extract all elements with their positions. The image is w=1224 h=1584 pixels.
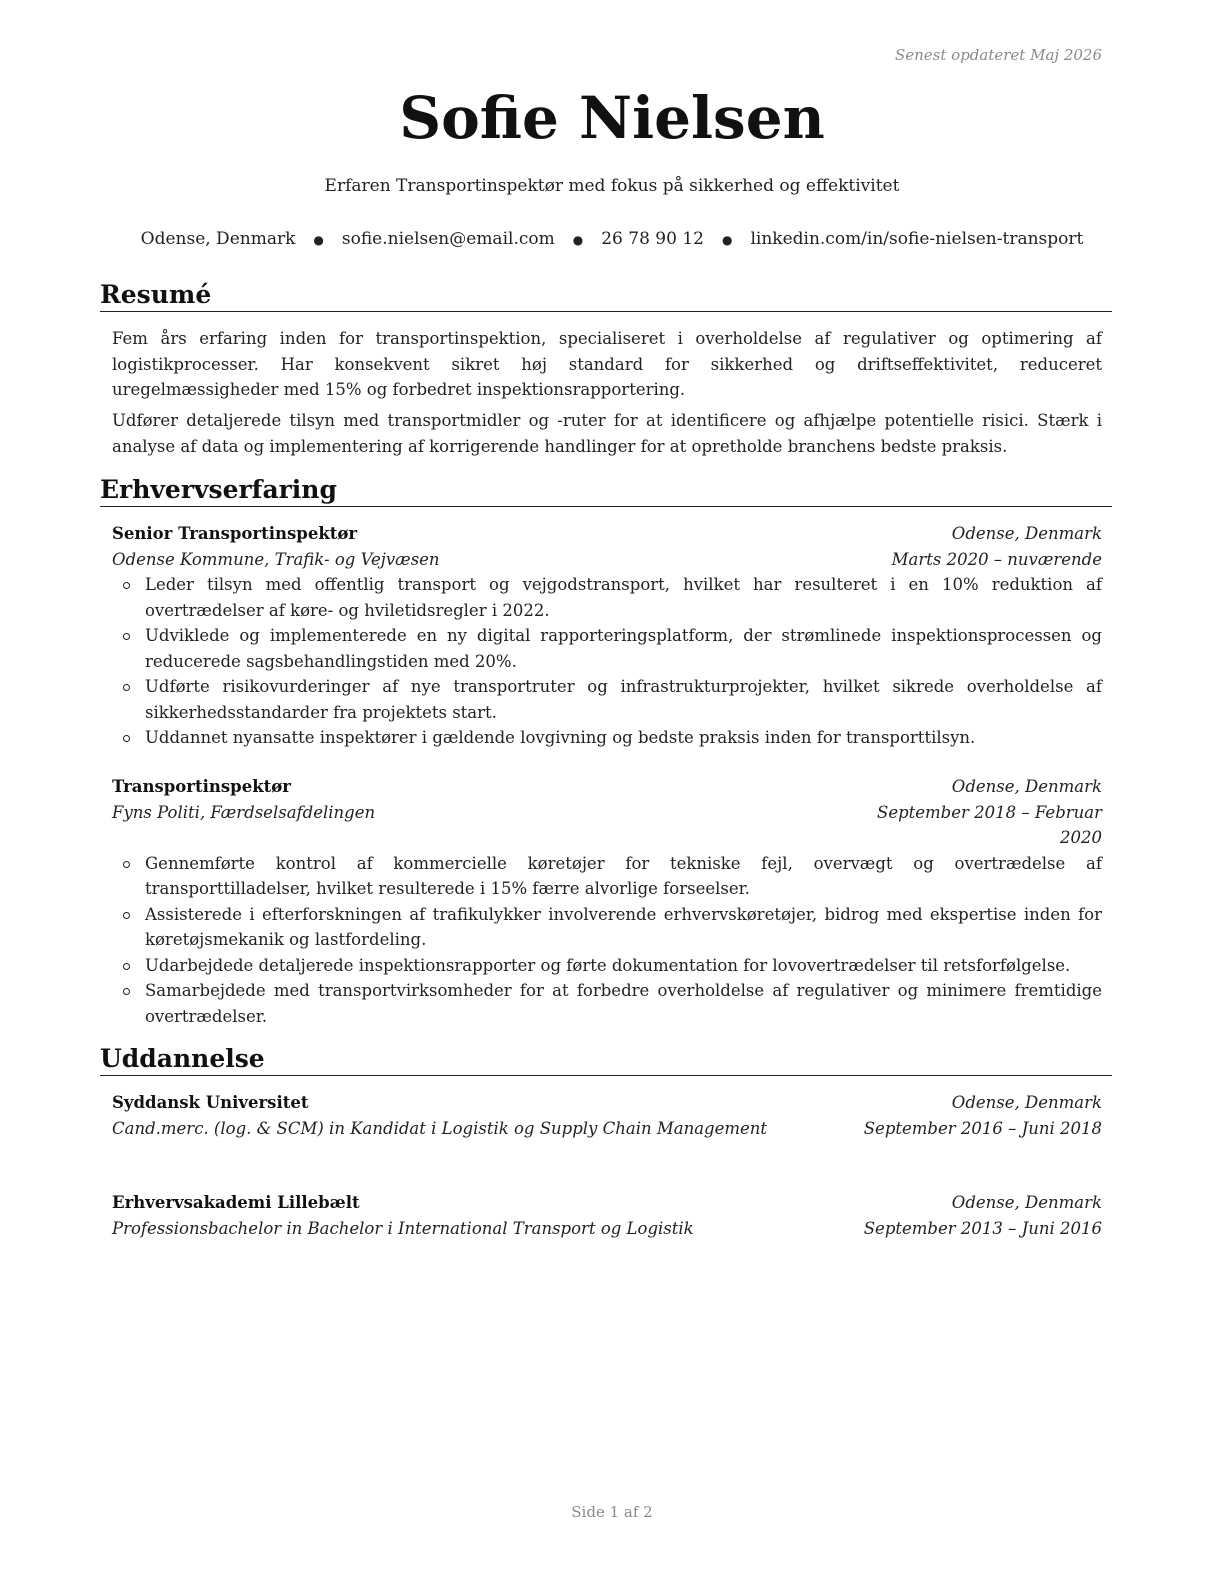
list-item: Gennemførte kontrol af kommercielle køretøjer for tekniske fejl, overvægt og overtrædelse af transporttilladelser, hvilket resulterede i 15% færre alvorlige forseelser. xyxy=(112,851,1102,902)
bullet-circle-icon xyxy=(123,963,130,970)
institution-name: Syddansk Universitet xyxy=(112,1093,309,1112)
list-item: Udarbejdede detaljerede inspektionsrapporter og førte dokumentation for lovovertrædelser til retsforfølgelse. xyxy=(112,953,1102,979)
list-item: Udviklede og implementerede en ny digital rapporteringsplatform, der strømlinede inspektionsprocessen og reducerede sagsbehandlingstiden med 20%. xyxy=(112,623,1102,674)
institution-name: Erhvervsakademi Lillebælt xyxy=(112,1193,360,1212)
degree-name: Professionsbachelor in Bachelor i International Transport og Logistik xyxy=(112,1218,694,1238)
job-location: Odense, Denmark xyxy=(951,524,1102,543)
job-role: Senior Transportinspektør xyxy=(112,524,358,543)
tagline: Erfaren Transportinspektør med fokus på sikkerhed og effektivitet xyxy=(324,176,900,196)
job-dates: September 2018 – Februar 2020 xyxy=(877,802,1102,847)
job-bullets xyxy=(112,851,1102,1030)
bullet-separator: ● xyxy=(313,232,324,247)
contact-phone: 26 78 90 12 xyxy=(601,229,704,249)
bullet-circle-icon xyxy=(123,861,130,868)
education-entry xyxy=(112,1090,1102,1141)
job-role: Transportinspektør xyxy=(112,777,291,796)
list-item: Assisterede i efterforskningen af trafikulykker involverende erhvervskøretøjer, bidrog med ekspertise inden for køretøjsmekanik og lastfordeling. xyxy=(112,902,1102,953)
contact-location: Odense, Denmark xyxy=(140,229,296,249)
bullet-circle-icon xyxy=(123,684,130,691)
bullet-circle-icon xyxy=(123,633,130,640)
section-title-experience: Erhvervserfaring xyxy=(100,475,1112,507)
institution-location: Odense, Denmark xyxy=(951,1093,1102,1112)
education-dates: September 2013 – Juni 2016 xyxy=(863,1218,1102,1238)
summary-paragraph: Fem års erfaring inden for transportinspektion, specialiseret i overholdelse af regulativer og optimering af logistikprocesser. Har konsekvent sikret høj standard for sikkerhed og driftseffektivitet, reduceret uregelmæssigheder med 15% og forbedret inspektionsrapportering. xyxy=(112,329,1102,399)
job-location: Odense, Denmark xyxy=(951,777,1102,796)
last-updated: Senest opdateret Maj 2026 xyxy=(894,46,1102,64)
page-number: Side 1 af 2 xyxy=(571,1503,653,1521)
list-item: Samarbejdede med transportvirksomheder for at forbedre overholdelse af regulativer og minimere fremtidige overtrædelser. xyxy=(112,978,1102,1029)
bullet-circle-icon xyxy=(123,912,130,919)
contact-email[interactable]: sofie.nielsen@email.com xyxy=(341,229,555,249)
bullet-separator: ● xyxy=(721,232,733,247)
summary-paragraph: Udfører detaljerede tilsyn med transportmidler og -ruter for at identificere og afhjælpe potentielle risici. Stærk i analyse af data og implementering af korrigerende handlinger for at opretholde branchens bedste praksis. xyxy=(112,411,1102,456)
job-bullets xyxy=(112,572,1102,751)
section-title-education: Uddannelse xyxy=(100,1044,1112,1076)
bullet-circle-icon xyxy=(123,582,130,589)
contact-linkedin[interactable]: linkedin.com/in/sofie-nielsen-transport xyxy=(750,229,1084,249)
person-name: Sofie Nielsen xyxy=(399,84,825,152)
list-item: Uddannet nyansatte inspektører i gældende lovgivning og bedste praksis inden for transporttilsyn. xyxy=(112,725,1102,751)
bullet-circle-icon xyxy=(123,735,130,742)
bullet-circle-icon xyxy=(123,988,130,995)
bullet-separator: ● xyxy=(572,232,584,247)
list-item: Leder tilsyn med offentlig transport og vejgodstransport, hvilket har resulteret i en 10% reduktion af overtrædelser af køre- og hviletidsregler i 2022. xyxy=(112,572,1102,623)
institution-location: Odense, Denmark xyxy=(951,1193,1102,1212)
education-dates: September 2016 – Juni 2018 xyxy=(863,1118,1102,1138)
job-employer: Fyns Politi, Færdselsafdelingen xyxy=(112,802,376,822)
education-entry xyxy=(112,1190,1102,1241)
list-item: Udførte risikovurderinger af nye transportruter og infrastrukturprojekter, hvilket sikrede overholdelse af sikkerhedsstandarder fra projektets start. xyxy=(112,674,1102,725)
job-dates: Marts 2020 – nuværende xyxy=(891,549,1102,569)
job-entry xyxy=(112,774,1102,1029)
contact-line xyxy=(0,229,1224,249)
job-entry xyxy=(112,521,1102,751)
section-title-summary: Resumé xyxy=(100,280,1112,312)
degree-name: Cand.merc. (log. & SCM) in Kandidat i Logistik og Supply Chain Management xyxy=(112,1118,768,1138)
job-employer: Odense Kommune, Trafik- og Vejvæsen xyxy=(112,549,440,569)
